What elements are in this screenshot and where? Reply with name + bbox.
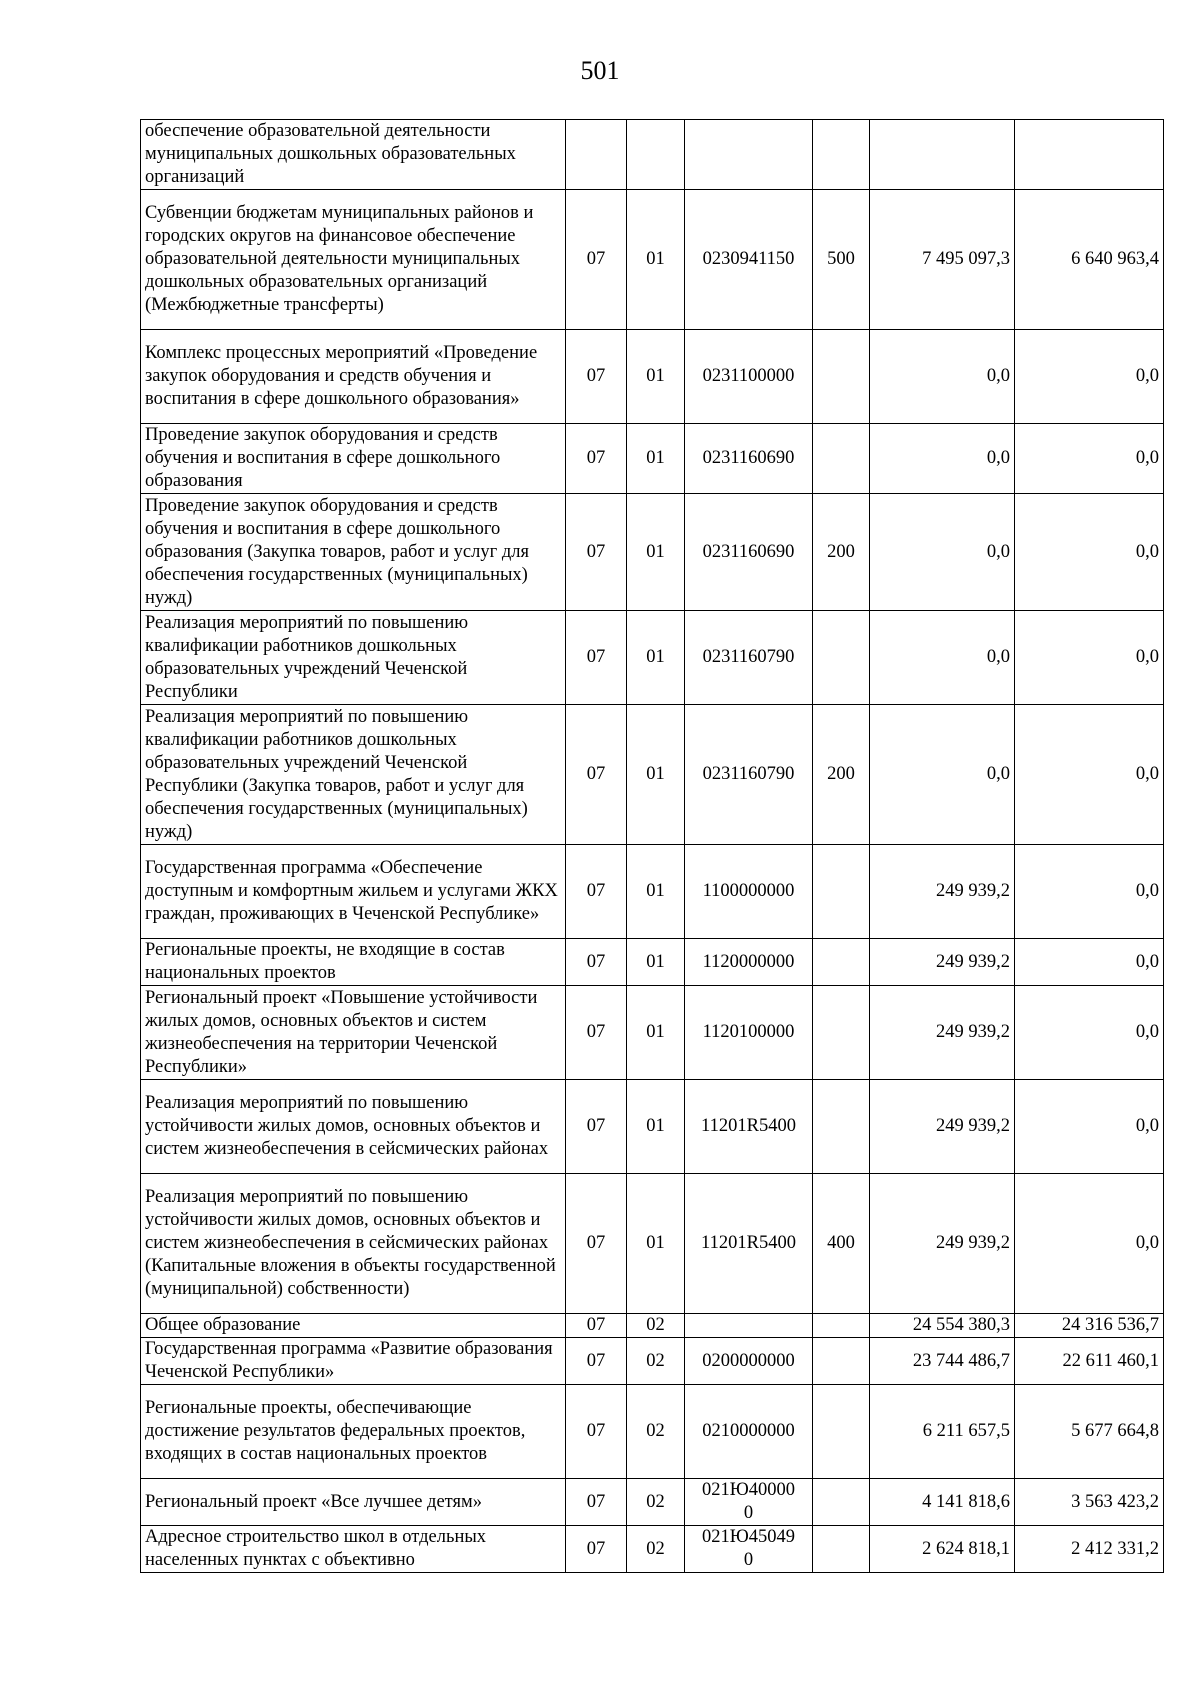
row-section: 07: [566, 705, 627, 845]
row-subsection: 02: [627, 1526, 685, 1573]
row-sum-year1: 24 554 380,3: [870, 1314, 1015, 1338]
row-target-article: [685, 1479, 813, 1526]
row-sum-year1: 2 624 818,1: [870, 1526, 1015, 1573]
row-name: Комплекс процессных мероприятий «Проведение закупок оборудования и средств обучения и воспитания в сфере дошкольного образования»: [141, 330, 566, 424]
row-subsection: 02: [627, 1479, 685, 1526]
row-sum-year2: 0,0: [1015, 1174, 1164, 1314]
row-name: Государственная программа «Обеспечение доступным и комфортным жильем и услугами ЖКХ граждан, проживающих в Чеченской Республике»: [141, 845, 566, 939]
row-target-article: 11201R5400: [685, 1080, 813, 1174]
row-sum-year2: 0,0: [1015, 1080, 1164, 1174]
row-sum-year2: 0,0: [1015, 939, 1164, 986]
budget-table: [140, 119, 1164, 1573]
row-target-article: 0210000000: [685, 1385, 813, 1479]
row-section: 07: [566, 986, 627, 1080]
row-expense-type: [813, 611, 870, 705]
row-subsection: 01: [627, 190, 685, 330]
row-name: Проведение закупок оборудования и средств обучения и воспитания в сфере дошкольного образования (Закупка товаров, работ и услуг для обеспечения государственных (муниципальных) нужд): [141, 494, 566, 611]
row-name: Общее образование: [141, 1314, 566, 1338]
row-sum-year1: 249 939,2: [870, 1080, 1015, 1174]
row-sum-year1: 0,0: [870, 611, 1015, 705]
row-sum-year2: [1015, 120, 1164, 190]
row-target-article: 1120000000: [685, 939, 813, 986]
row-subsection: 01: [627, 424, 685, 494]
row-name: Адресное строительство школ в отдельных населенных пунктах с объективно: [141, 1526, 566, 1573]
row-name: Реализация мероприятий по повышению устойчивости жилых домов, основных объектов и систем жизнеобеспечения в сейсмических районах: [141, 1080, 566, 1174]
table-row: [141, 120, 1164, 190]
row-section: 07: [566, 1385, 627, 1479]
row-target-article: 0231160690: [685, 424, 813, 494]
row-section: 07: [566, 1314, 627, 1338]
row-target-article: 0231160790: [685, 611, 813, 705]
row-subsection: 01: [627, 330, 685, 424]
row-target-article: 1100000000: [685, 845, 813, 939]
row-expense-type: [813, 330, 870, 424]
row-name: Реализация мероприятий по повышению квалификации работников дошкольных образовательных учреждений Чеченской Республики: [141, 611, 566, 705]
row-sum-year2: 6 640 963,4: [1015, 190, 1164, 330]
row-subsection: 02: [627, 1385, 685, 1479]
row-name: Региональный проект «Повышение устойчивости жилых домов, основных объектов и систем жизнеобеспечения на территории Чеченской Республики»: [141, 986, 566, 1080]
table-row: [141, 845, 1164, 939]
row-name: Региональные проекты, обеспечивающие достижение результатов федеральных проектов, входящих в состав национальных проектов: [141, 1385, 566, 1479]
row-section: 07: [566, 424, 627, 494]
row-sum-year2: 0,0: [1015, 845, 1164, 939]
row-subsection: 01: [627, 494, 685, 611]
row-sum-year2: 0,0: [1015, 611, 1164, 705]
row-sum-year2: 0,0: [1015, 494, 1164, 611]
row-subsection: 01: [627, 1080, 685, 1174]
row-target-article: [685, 1314, 813, 1338]
row-name: Субвенции бюджетам муниципальных районов и городских округов на финансовое обеспечение образовательной деятельности муниципальных дошкольных образовательных организаций (Межбюджетные трансферты): [141, 190, 566, 330]
row-sum-year2: 5 677 664,8: [1015, 1385, 1164, 1479]
row-expense-type: [813, 1385, 870, 1479]
row-section: 07: [566, 190, 627, 330]
row-target-article: 0200000000: [685, 1338, 813, 1385]
row-name: Реализация мероприятий по повышению устойчивости жилых домов, основных объектов и систем жизнеобеспечения в сейсмических районах (Капитальные вложения в объекты государственной (муниципальной) собственности): [141, 1174, 566, 1314]
row-expense-type: [813, 1526, 870, 1573]
row-sum-year1: 7 495 097,3: [870, 190, 1015, 330]
row-section: 07: [566, 1080, 627, 1174]
row-sum-year2: 0,0: [1015, 705, 1164, 845]
row-sum-year1: [870, 120, 1015, 190]
row-expense-type: [813, 120, 870, 190]
row-sum-year1: 4 141 818,6: [870, 1479, 1015, 1526]
row-name: Региональные проекты, не входящие в состав национальных проектов: [141, 939, 566, 986]
row-sum-year1: 0,0: [870, 494, 1015, 611]
row-subsection: [627, 120, 685, 190]
row-name: Государственная программа «Развитие образования Чеченской Республики»: [141, 1338, 566, 1385]
row-expense-type: [813, 845, 870, 939]
row-section: 07: [566, 330, 627, 424]
page-number: 501: [580, 56, 620, 85]
table-row: [141, 986, 1164, 1080]
row-target-article: 0231160790: [685, 705, 813, 845]
row-expense-type: 400: [813, 1174, 870, 1314]
row-sum-year1: 0,0: [870, 705, 1015, 845]
row-expense-type: [813, 1314, 870, 1338]
row-sum-year2: 0,0: [1015, 330, 1164, 424]
row-sum-year2: 24 316 536,7: [1015, 1314, 1164, 1338]
row-section: 07: [566, 845, 627, 939]
table-row: [141, 611, 1164, 705]
row-expense-type: [813, 986, 870, 1080]
row-name: обеспечение образовательной деятельности муниципальных дошкольных образовательных организаций: [141, 120, 566, 190]
row-sum-year2: 0,0: [1015, 424, 1164, 494]
row-subsection: 01: [627, 611, 685, 705]
row-expense-type: [813, 424, 870, 494]
row-expense-type: 200: [813, 705, 870, 845]
row-target-article: 1120100000: [685, 986, 813, 1080]
row-subsection: 01: [627, 939, 685, 986]
row-sum-year1: 23 744 486,7: [870, 1338, 1015, 1385]
row-section: 07: [566, 1174, 627, 1314]
table-row: [141, 1080, 1164, 1174]
row-subsection: 01: [627, 1174, 685, 1314]
row-sum-year1: 249 939,2: [870, 986, 1015, 1080]
row-sum-year2: 2 412 331,2: [1015, 1526, 1164, 1573]
row-subsection: 01: [627, 705, 685, 845]
row-sum-year1: 0,0: [870, 424, 1015, 494]
row-section: 07: [566, 611, 627, 705]
row-subsection: 02: [627, 1338, 685, 1385]
row-sum-year2: 0,0: [1015, 986, 1164, 1080]
row-target-article-text: 021Ю450490: [701, 1527, 795, 1570]
row-subsection: 01: [627, 986, 685, 1080]
row-expense-type: [813, 1080, 870, 1174]
row-target-article: [685, 1526, 813, 1573]
table-row: [141, 1338, 1164, 1385]
row-section: 07: [566, 1338, 627, 1385]
row-name: Региональный проект «Все лучшее детям»: [141, 1479, 566, 1526]
row-target-article: 0230941150: [685, 190, 813, 330]
row-target-article: [685, 120, 813, 190]
row-section: 07: [566, 939, 627, 986]
row-sum-year1: 6 211 657,5: [870, 1385, 1015, 1479]
table-row: [141, 494, 1164, 611]
row-sum-year2: 22 611 460,1: [1015, 1338, 1164, 1385]
row-subsection: 01: [627, 845, 685, 939]
row-sum-year1: 249 939,2: [870, 1174, 1015, 1314]
row-sum-year1: 249 939,2: [870, 939, 1015, 986]
row-expense-type: 500: [813, 190, 870, 330]
row-sum-year1: 249 939,2: [870, 845, 1015, 939]
table-row: [141, 1385, 1164, 1479]
row-target-article: 0231160690: [685, 494, 813, 611]
row-sum-year2: 3 563 423,2: [1015, 1479, 1164, 1526]
table-row: [141, 1314, 1164, 1338]
row-section: 07: [566, 1526, 627, 1573]
row-section: [566, 120, 627, 190]
row-expense-type: [813, 1338, 870, 1385]
row-target-article-text: 021Ю400000: [701, 1480, 795, 1523]
table-row: [141, 705, 1164, 845]
table-row: [141, 1479, 1164, 1526]
row-expense-type: [813, 939, 870, 986]
row-name: Проведение закупок оборудования и средств обучения и воспитания в сфере дошкольного образования: [141, 424, 566, 494]
table-row: [141, 1526, 1164, 1573]
row-sum-year1: 0,0: [870, 330, 1015, 424]
row-section: 07: [566, 1479, 627, 1526]
row-expense-type: [813, 1479, 870, 1526]
row-section: 07: [566, 494, 627, 611]
table-row: [141, 939, 1164, 986]
row-subsection: 02: [627, 1314, 685, 1338]
row-target-article: 0231100000: [685, 330, 813, 424]
table-row: [141, 190, 1164, 330]
table-row: [141, 1174, 1164, 1314]
row-name: Реализация мероприятий по повышению квалификации работников дошкольных образовательных учреждений Чеченской Республики (Закупка товаров, работ и услуг для обеспечения государственных (муниципальных) нужд): [141, 705, 566, 845]
row-target-article: 11201R5400: [685, 1174, 813, 1314]
row-expense-type: 200: [813, 494, 870, 611]
table-row: [141, 424, 1164, 494]
table-row: [141, 330, 1164, 424]
